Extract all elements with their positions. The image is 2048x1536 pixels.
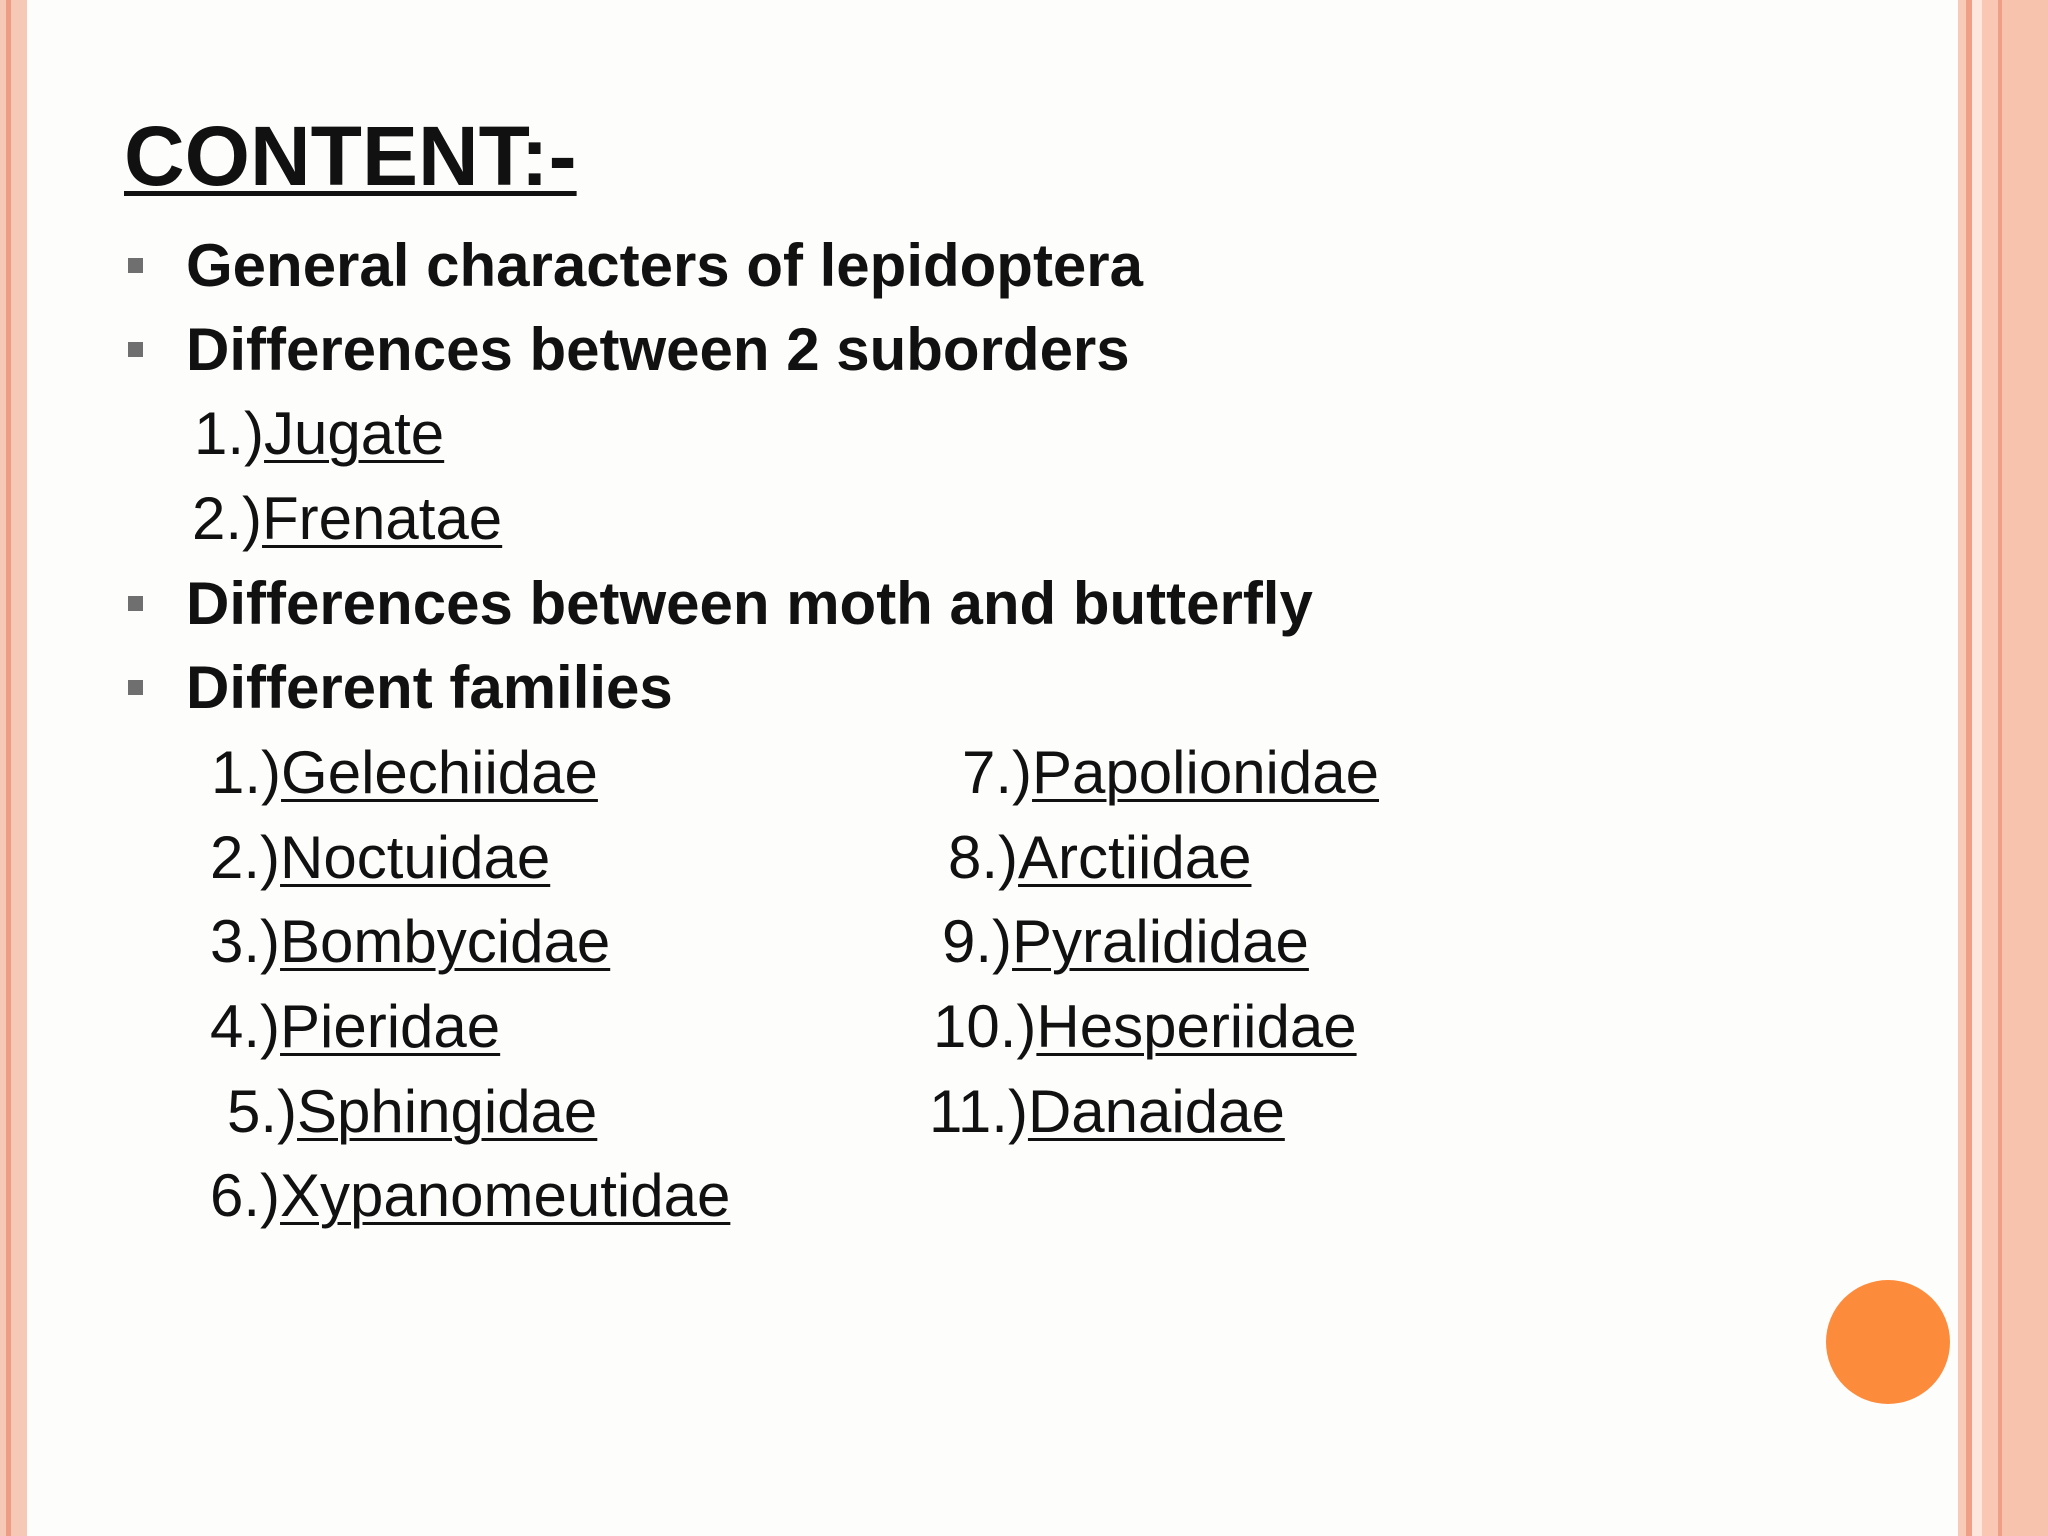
family-item (948, 824, 1252, 891)
item-number: 6.) (210, 1162, 281, 1229)
suborder-item (192, 485, 503, 552)
page-title: CONTENT:- (124, 109, 577, 203)
square-bullet-icon (128, 680, 143, 695)
left-border-line (6, 0, 11, 1536)
item-number: 2.) (192, 485, 263, 552)
item-number: 9.) (942, 908, 1013, 975)
family-item (962, 739, 1379, 806)
square-bullet-icon (128, 342, 143, 357)
family-item (929, 1078, 1285, 1145)
item-number: 11.) (929, 1078, 1028, 1145)
bullet-label: Differences between 2 suborders (186, 316, 1130, 383)
family-link-papolionidae[interactable]: Papolionidae (1032, 739, 1379, 806)
right-border-stripe (1982, 0, 1998, 1536)
family-item (210, 908, 611, 975)
family-link-hesperiidae[interactable]: Hesperiidae (1036, 993, 1357, 1060)
family-item (210, 1162, 731, 1229)
item-number: 1.) (211, 739, 282, 806)
family-link-bombycidae[interactable]: Bombycidae (280, 908, 611, 975)
family-item (227, 1078, 598, 1145)
item-number: 8.) (948, 824, 1019, 891)
right-border-stripe (1972, 0, 1982, 1536)
item-number: 10.) (933, 993, 1037, 1060)
family-item (211, 739, 598, 806)
square-bullet-icon (128, 596, 143, 611)
item-number: 7.) (962, 739, 1033, 806)
bullet-label: Different families (186, 654, 673, 721)
family-link-noctuidae[interactable]: Noctuidae (280, 824, 551, 891)
suborder-link-frenatae[interactable]: Frenatae (262, 485, 503, 552)
family-link-arctiidae[interactable]: Arctiidae (1018, 824, 1252, 891)
right-border-stripe (2002, 0, 2048, 1536)
family-item (933, 993, 1357, 1060)
suborder-item (194, 400, 445, 467)
family-link-sphingidae[interactable]: Sphingidae (297, 1078, 598, 1145)
right-border-stripe (1958, 0, 1966, 1536)
left-border (0, 0, 27, 1536)
family-item (210, 824, 551, 891)
family-link-pieridae[interactable]: Pieridae (280, 993, 501, 1060)
family-link-danaidae[interactable]: Danaidae (1027, 1078, 1285, 1145)
family-link-xypanomeutidae[interactable]: Xypanomeutidae (280, 1162, 731, 1229)
accent-circle (1826, 1280, 1950, 1404)
family-item (942, 908, 1309, 975)
item-number: 1.) (194, 400, 265, 467)
square-bullet-icon (128, 258, 143, 273)
suborder-link-jugate[interactable]: Jugate (264, 400, 445, 467)
family-link-pyralididae[interactable]: Pyralididae (1012, 908, 1309, 975)
item-number: 4.) (210, 993, 281, 1060)
item-number: 5.) (227, 1078, 298, 1145)
item-number: 3.) (210, 908, 281, 975)
bullet-label: General characters of lepidoptera (186, 232, 1144, 299)
bullet-label: Differences between moth and butterfly (186, 570, 1313, 637)
family-link-gelechiidae[interactable]: Gelechiidae (281, 739, 598, 806)
family-item (210, 993, 501, 1060)
item-number: 2.) (210, 824, 281, 891)
